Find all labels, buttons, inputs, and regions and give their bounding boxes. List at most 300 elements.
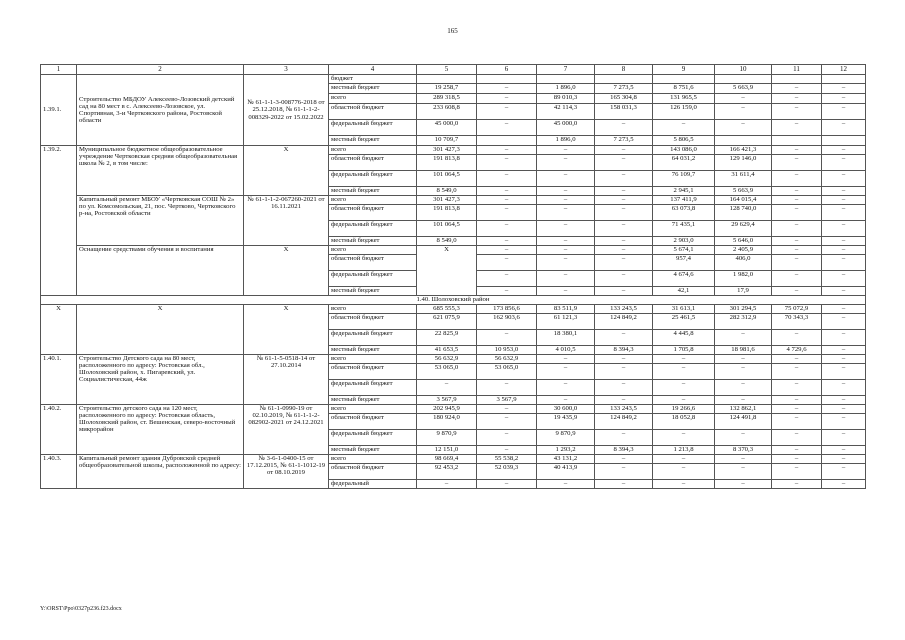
col-header: 5 — [417, 65, 477, 75]
value-cell: – — [772, 187, 822, 196]
value-cell — [822, 75, 866, 84]
value-cell: – — [595, 246, 653, 255]
value-cell: 43 131,2 — [537, 455, 595, 464]
value-cell: 18 380,1 — [537, 330, 595, 346]
value-cell: 4 729,6 — [772, 346, 822, 355]
value-cell: – — [772, 414, 822, 430]
value-cell: 301 427,3 — [417, 146, 477, 155]
value-cell: – — [822, 455, 866, 464]
value-cell: – — [822, 196, 866, 205]
value-cell: – — [595, 205, 653, 221]
value-cell: 137 411,9 — [653, 196, 715, 205]
value-cell: – — [653, 430, 715, 446]
value-cell: – — [595, 287, 653, 296]
value-cell: 8 549,0 — [417, 237, 477, 246]
value-cell: – — [772, 196, 822, 205]
value-cell: – — [537, 287, 595, 296]
budget-type-cell: областной бюджет — [329, 104, 417, 120]
value-cell: 1 705,8 — [653, 346, 715, 355]
value-cell: – — [477, 196, 537, 205]
value-cell: – — [477, 94, 537, 104]
document-ref: № 61-1-1-2-067260-2021 от 16.11.2021 — [244, 196, 329, 246]
value-cell: – — [595, 187, 653, 196]
value-cell: 685 555,3 — [417, 305, 477, 314]
budget-type-cell: федеральный бюджет — [329, 380, 417, 396]
value-cell: – — [715, 455, 772, 464]
value-cell: – — [772, 94, 822, 104]
table-row — [41, 196, 866, 205]
file-path-footer: Y:\ORST\Ppo\0327p236.f23.docx — [40, 606, 122, 612]
value-cell: 7 273,5 — [595, 136, 653, 146]
value-cell: 5 674,1 — [653, 246, 715, 255]
value-cell: – — [822, 84, 866, 94]
budget-type-cell: областной бюджет — [329, 364, 417, 380]
value-cell: – — [822, 237, 866, 246]
value-cell: – — [537, 396, 595, 405]
value-cell: X — [417, 246, 477, 296]
value-cell: – — [537, 196, 595, 205]
value-cell: – — [715, 430, 772, 446]
value-cell — [595, 75, 653, 84]
value-cell: 52 039,3 — [477, 464, 537, 480]
value-cell: – — [417, 380, 477, 396]
value-cell: 191 813,8 — [417, 205, 477, 221]
value-cell: – — [595, 221, 653, 237]
value-cell: – — [537, 364, 595, 380]
value-cell: – — [595, 380, 653, 396]
item-name: Капитальный ремонт МБОУ «Чертковская СОШ № 2» по ул. Комсомольская, 21, пос. Чертково, Чертковского р-на, Ростовской области — [77, 196, 244, 246]
value-cell: 301 294,5 — [715, 305, 772, 314]
value-cell: 19 435,9 — [537, 414, 595, 430]
document-ref: № 61-1-1-3-008776-2018 от 25.12.2018, № 61-1-1-2-008329-2022 от 15.02.2022 — [244, 75, 329, 146]
value-cell: – — [595, 396, 653, 405]
value-cell: 55 538,2 — [477, 455, 537, 464]
value-cell: 92 453,2 — [417, 464, 477, 480]
value-cell: – — [772, 205, 822, 221]
item-name: Строительство детского сада на 120 мест, расположенного по адресу: Ростовская область, Шолоховский район, ст. Вешенская, северо-восточный микрорайон — [77, 405, 244, 455]
value-cell: 162 903,6 — [477, 314, 537, 330]
value-cell: 98 669,4 — [417, 455, 477, 464]
value-cell: – — [595, 364, 653, 380]
value-cell: 289 318,5 — [417, 94, 477, 104]
value-cell: 1 896,0 — [537, 84, 595, 94]
value-cell: 41 653,5 — [417, 346, 477, 355]
value-cell: – — [537, 205, 595, 221]
budget-type-cell: областной бюджет — [329, 314, 417, 330]
budget-type-cell: всего — [329, 146, 417, 155]
value-cell: 621 075,9 — [417, 314, 477, 330]
value-cell — [537, 75, 595, 84]
value-cell: – — [822, 396, 866, 405]
value-cell: 132 862,1 — [715, 405, 772, 414]
col-header: 2 — [77, 65, 244, 75]
value-cell: – — [822, 405, 866, 414]
budget-table — [40, 64, 866, 489]
item-name: Капитальный ремонт здания Дубровской средней общеобразовательной школы, расположенной по адресу: — [77, 455, 244, 489]
value-cell: 42 114,3 — [537, 104, 595, 120]
value-cell: – — [772, 480, 822, 489]
budget-type-cell: местный бюджет — [329, 446, 417, 455]
value-cell: 173 856,6 — [477, 305, 537, 314]
col-header: 10 — [715, 65, 772, 75]
item-name: Оснащение средствами обучения и воспитания — [77, 246, 244, 296]
item-number: 1.40.2. — [41, 405, 77, 455]
value-cell: – — [595, 464, 653, 480]
value-cell: 1 982,0 — [715, 271, 772, 287]
budget-type-cell: всего — [329, 246, 417, 255]
value-cell: – — [477, 480, 537, 489]
value-cell: – — [772, 464, 822, 480]
value-cell: 25 461,5 — [653, 314, 715, 330]
value-cell — [477, 136, 537, 146]
table-row — [41, 405, 866, 414]
value-cell: – — [715, 355, 772, 364]
value-cell: 3 567,9 — [417, 396, 477, 405]
value-cell: – — [715, 94, 772, 104]
value-cell: 133 243,5 — [595, 305, 653, 314]
value-cell: 76 109,7 — [653, 171, 715, 187]
col-header: 11 — [772, 65, 822, 75]
value-cell — [653, 75, 715, 84]
budget-type-cell: областной бюджет — [329, 464, 417, 480]
value-cell — [772, 75, 822, 84]
value-cell: 164 015,4 — [715, 196, 772, 205]
document-ref: X — [244, 246, 329, 296]
value-cell: 129 146,0 — [715, 155, 772, 171]
value-cell: – — [477, 380, 537, 396]
value-cell: – — [772, 287, 822, 296]
value-cell: – — [772, 221, 822, 237]
value-cell: 143 086,0 — [653, 146, 715, 155]
value-cell: – — [537, 237, 595, 246]
value-cell: 101 064,5 — [417, 171, 477, 187]
value-cell: 64 031,2 — [653, 155, 715, 171]
value-cell: – — [822, 446, 866, 455]
value-cell: 131 965,5 — [653, 94, 715, 104]
value-cell: 9 870,9 — [417, 430, 477, 446]
value-cell: 9 870,9 — [537, 430, 595, 446]
document-ref: № 61-1-0990-19 от 02.10.2019, № 61-1-1-2-082902-2021 от 24.12.2021 — [244, 405, 329, 455]
value-cell: – — [477, 221, 537, 237]
value-cell: – — [715, 104, 772, 120]
value-cell: – — [772, 155, 822, 171]
value-cell: 45 000,0 — [537, 120, 595, 136]
value-cell: – — [595, 355, 653, 364]
budget-type-cell: всего — [329, 455, 417, 464]
value-cell: – — [477, 237, 537, 246]
value-cell: 406,0 — [715, 255, 772, 271]
value-cell: – — [822, 305, 866, 314]
value-cell: – — [537, 380, 595, 396]
value-cell: 63 073,8 — [653, 205, 715, 221]
item-number: 1.40.1. — [41, 355, 77, 405]
value-cell: – — [772, 120, 822, 136]
value-cell: 19 258,7 — [417, 84, 477, 94]
value-cell: – — [537, 246, 595, 255]
value-cell: – — [537, 480, 595, 489]
value-cell: – — [772, 104, 822, 120]
budget-type-cell: всего — [329, 196, 417, 205]
value-cell: – — [715, 120, 772, 136]
budget-type-cell: местный бюджет — [329, 287, 417, 296]
value-cell: – — [477, 414, 537, 430]
value-cell: 17,9 — [715, 287, 772, 296]
budget-type-cell: местный бюджет — [329, 136, 417, 146]
value-cell: – — [595, 271, 653, 287]
value-cell: – — [822, 205, 866, 221]
budget-type-cell: областной бюджет — [329, 255, 417, 271]
budget-type-cell: федеральный бюджет — [329, 430, 417, 446]
value-cell: – — [822, 271, 866, 287]
value-cell: 70 343,3 — [772, 314, 822, 330]
budget-type-cell: областной бюджет — [329, 155, 417, 171]
value-cell: – — [477, 255, 537, 271]
header-row — [41, 65, 866, 75]
value-cell: – — [822, 255, 866, 271]
value-cell: 42,1 — [653, 287, 715, 296]
item-number: 1.39.1. — [41, 75, 77, 146]
value-cell: – — [822, 355, 866, 364]
value-cell: 31 613,1 — [653, 305, 715, 314]
value-cell: – — [477, 146, 537, 155]
document-ref: № 3-6-1-0400-15 от 17.12.2015, № 61-1-1012-19 от 08.10.2019 — [244, 455, 329, 489]
value-cell: – — [477, 446, 537, 455]
value-cell: 5 663,9 — [715, 187, 772, 196]
col-header: 12 — [822, 65, 866, 75]
table-row — [41, 296, 866, 305]
value-cell: – — [417, 480, 477, 489]
value-cell: 19 266,6 — [653, 405, 715, 414]
value-cell: 45 000,0 — [417, 120, 477, 136]
value-cell: – — [822, 94, 866, 104]
value-cell: – — [822, 480, 866, 489]
budget-type-cell: всего — [329, 94, 417, 104]
value-cell: – — [595, 255, 653, 271]
value-cell: – — [822, 104, 866, 120]
value-cell: 10 709,7 — [417, 136, 477, 146]
value-cell: – — [477, 104, 537, 120]
value-cell: – — [715, 330, 772, 346]
value-cell: – — [772, 146, 822, 155]
value-cell: 124 849,2 — [595, 414, 653, 430]
value-cell: – — [822, 314, 866, 330]
value-cell: 191 813,8 — [417, 155, 477, 171]
value-cell: – — [595, 480, 653, 489]
value-cell: – — [822, 364, 866, 380]
section-heading: 1.40. Шолоховский район — [41, 296, 866, 305]
budget-type-cell: местный бюджет — [329, 346, 417, 355]
value-cell: – — [715, 380, 772, 396]
value-cell: 3 567,9 — [477, 396, 537, 405]
value-cell: 53 065,0 — [417, 364, 477, 380]
value-cell: – — [822, 246, 866, 255]
value-cell: – — [595, 120, 653, 136]
value-cell: 4 010,5 — [537, 346, 595, 355]
page-number: 165 — [447, 27, 458, 35]
budget-type-cell: всего — [329, 305, 417, 314]
item-name: Муниципальное бюджетное общеобразовательное учреждение Чертковская средняя общеобразовательная школа № 2, в том числе: — [77, 146, 244, 196]
value-cell: – — [537, 171, 595, 187]
value-cell: – — [653, 396, 715, 405]
value-cell: 61 121,3 — [537, 314, 595, 330]
value-cell: 5 646,0 — [715, 237, 772, 246]
value-cell: – — [772, 355, 822, 364]
value-cell: 29 629,4 — [715, 221, 772, 237]
value-cell: – — [595, 155, 653, 171]
col-header: 1 — [41, 65, 77, 75]
value-cell: 5 806,5 — [653, 136, 715, 146]
value-cell: – — [537, 355, 595, 364]
value-cell: 75 072,9 — [772, 305, 822, 314]
budget-type-cell: местный бюджет — [329, 396, 417, 405]
value-cell: – — [772, 446, 822, 455]
value-cell: – — [537, 146, 595, 155]
value-cell: – — [822, 430, 866, 446]
item-number: X — [41, 305, 77, 355]
value-cell: – — [772, 455, 822, 464]
budget-type-cell: всего — [329, 355, 417, 364]
value-cell: – — [822, 287, 866, 296]
value-cell: 180 924,0 — [417, 414, 477, 430]
budget-type-cell: федеральный бюджет — [329, 330, 417, 346]
value-cell: – — [715, 480, 772, 489]
value-cell: 12 151,0 — [417, 446, 477, 455]
value-cell: – — [537, 271, 595, 287]
document-ref: № 61-1-5-0518-14 от 27.10.2014 — [244, 355, 329, 405]
value-cell: – — [653, 364, 715, 380]
budget-type-cell: областной бюджет — [329, 205, 417, 221]
value-cell: 166 421,3 — [715, 146, 772, 155]
value-cell: – — [772, 271, 822, 287]
value-cell: 4 445,8 — [653, 330, 715, 346]
value-cell: 1 213,8 — [653, 446, 715, 455]
value-cell: 30 600,0 — [537, 405, 595, 414]
value-cell: 89 010,3 — [537, 94, 595, 104]
col-header: 9 — [653, 65, 715, 75]
value-cell — [715, 136, 772, 146]
value-cell: – — [477, 187, 537, 196]
value-cell: 4 674,6 — [653, 271, 715, 287]
value-cell: – — [595, 196, 653, 205]
value-cell — [822, 136, 866, 146]
value-cell: – — [595, 171, 653, 187]
value-cell: – — [537, 221, 595, 237]
value-cell: – — [653, 464, 715, 480]
item-number: 1.40.3. — [41, 455, 77, 489]
value-cell: 126 159,0 — [653, 104, 715, 120]
value-cell: 7 273,5 — [595, 84, 653, 94]
value-cell: – — [822, 346, 866, 355]
value-cell: – — [772, 171, 822, 187]
value-cell: – — [822, 155, 866, 171]
item-name: X — [77, 305, 244, 355]
value-cell: – — [772, 380, 822, 396]
value-cell: – — [477, 205, 537, 221]
budget-type-cell: местный бюджет — [329, 187, 417, 196]
budget-type-cell: федеральный бюджет — [329, 221, 417, 237]
value-cell: 1 896,0 — [537, 136, 595, 146]
budget-type-cell: всего — [329, 405, 417, 414]
value-cell: 233 608,8 — [417, 104, 477, 120]
value-cell: 8 370,3 — [715, 446, 772, 455]
item-number: 1.39.2. — [41, 146, 77, 296]
value-cell: – — [477, 120, 537, 136]
table-row — [41, 455, 866, 464]
value-cell: – — [822, 380, 866, 396]
value-cell: – — [595, 146, 653, 155]
value-cell: – — [653, 480, 715, 489]
value-cell: – — [715, 464, 772, 480]
value-cell: 8 549,0 — [417, 187, 477, 196]
value-cell: – — [653, 120, 715, 136]
value-cell: – — [653, 355, 715, 364]
item-name: Строительство МБДОУ Алексеево-Лозовский детский сад на 80 мест в с. Алексеево-Лозовское, ул. Спортивная, 3-и Чертковского района, Ростовской области — [77, 75, 244, 146]
budget-type-cell: федеральный бюджет — [329, 271, 417, 287]
value-cell: 2 945,1 — [653, 187, 715, 196]
value-cell — [772, 136, 822, 146]
budget-type-cell: федеральный бюджет — [329, 120, 417, 136]
value-cell: 165 304,8 — [595, 94, 653, 104]
value-cell: – — [537, 187, 595, 196]
value-cell: 133 243,5 — [595, 405, 653, 414]
table-row — [41, 75, 866, 84]
value-cell: – — [537, 255, 595, 271]
value-cell: 2 405,9 — [715, 246, 772, 255]
value-cell: – — [822, 171, 866, 187]
budget-type-cell: федеральный — [329, 480, 417, 489]
value-cell: 5 663,9 — [715, 84, 772, 94]
budget-type-cell: федеральный бюджет — [329, 171, 417, 187]
value-cell: 22 825,9 — [417, 330, 477, 346]
item-name: Строительство Детского сада на 80 мест, расположенного по адресу: Ростовская обл., Шолоховский район, х. Пигаревский, ул. Социалистическая, 44ж — [77, 355, 244, 405]
value-cell: 8 394,3 — [595, 446, 653, 455]
value-cell: – — [477, 155, 537, 171]
value-cell: – — [595, 237, 653, 246]
value-cell: – — [477, 287, 537, 296]
value-cell: – — [477, 405, 537, 414]
document-ref: X — [244, 146, 329, 196]
value-cell: – — [772, 255, 822, 271]
value-cell: – — [477, 84, 537, 94]
col-header: 8 — [595, 65, 653, 75]
value-cell: 124 849,2 — [595, 314, 653, 330]
value-cell: – — [772, 237, 822, 246]
value-cell: – — [772, 246, 822, 255]
document-ref: X — [244, 305, 329, 355]
value-cell: 8 394,3 — [595, 346, 653, 355]
col-header: 3 — [244, 65, 329, 75]
value-cell: – — [822, 414, 866, 430]
table-row — [41, 355, 866, 364]
budget-type-cell: бюджет — [329, 75, 417, 84]
value-cell: – — [653, 455, 715, 464]
value-cell: 10 953,0 — [477, 346, 537, 355]
value-cell: 8 751,6 — [653, 84, 715, 94]
value-cell: 53 065,0 — [477, 364, 537, 380]
value-cell: – — [822, 221, 866, 237]
value-cell: 71 435,1 — [653, 221, 715, 237]
table-row — [41, 146, 866, 155]
value-cell: 101 064,5 — [417, 221, 477, 237]
value-cell: – — [595, 330, 653, 346]
table-row — [41, 305, 866, 314]
value-cell: – — [477, 246, 537, 255]
value-cell: – — [822, 120, 866, 136]
value-cell: 31 611,4 — [715, 171, 772, 187]
value-cell: 1 293,2 — [537, 446, 595, 455]
value-cell — [715, 75, 772, 84]
value-cell — [477, 75, 537, 84]
